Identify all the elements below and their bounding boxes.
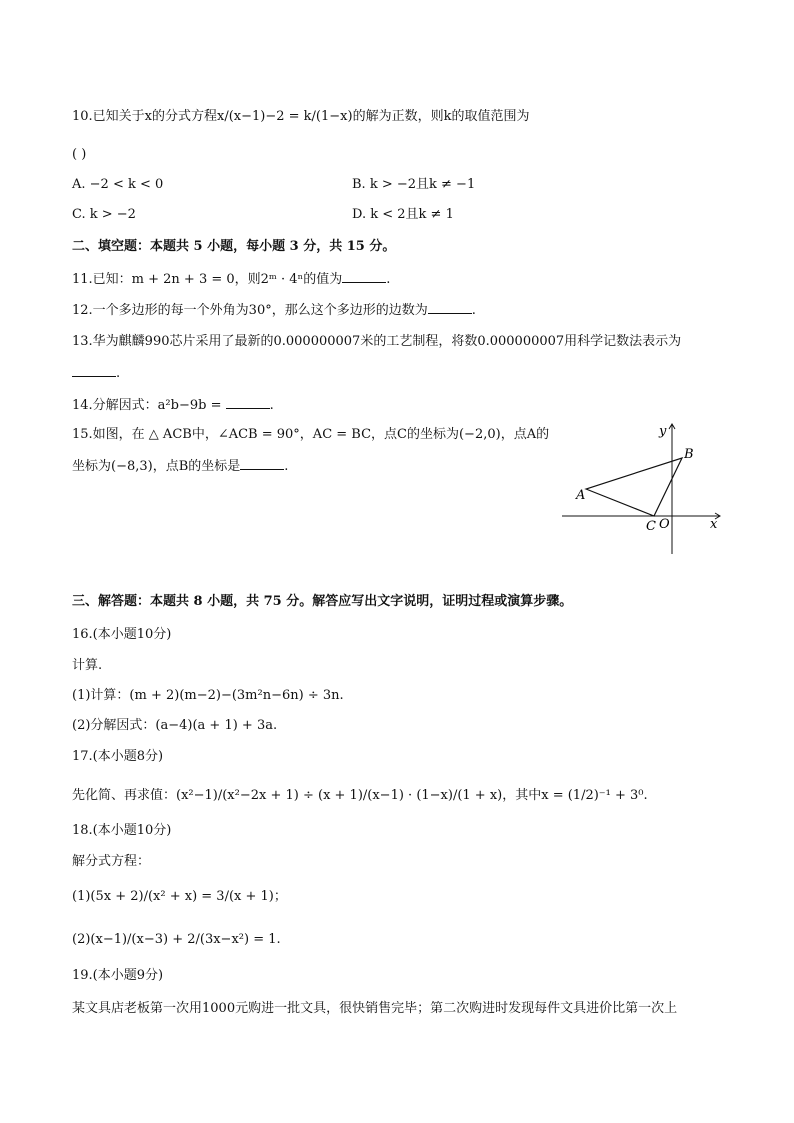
x-label: x [710, 517, 718, 532]
q18-title: 18.(本小题10分) [72, 823, 172, 838]
section2-heading: 二、填空题：本题共 5 小题，每小题 3 分，共 15 分。 [72, 239, 396, 254]
q15-text: 坐标为(−8,3)，点B的坐标是 [72, 459, 241, 474]
q12-text: 12.一个多边形的每一个外角为30°，那么这个多边形的边数为 [72, 303, 428, 318]
q13-line2 [72, 364, 120, 383]
q19-text: 某文具店老板第一次用1000元购进一批文具，很快销售完毕；第二次购进时发现每件文具进价比第一次上 [72, 1001, 678, 1016]
q14-suffix: . [269, 398, 274, 413]
q16-title: 16.(本小题10分) [72, 627, 172, 642]
triangle-acb [586, 458, 682, 516]
q14 [72, 396, 274, 415]
q18-part1: (1)(5x + 2)/(x² + x) = 3/(x + 1)； [72, 889, 287, 904]
q12-suffix: . [471, 303, 476, 318]
q13-suffix: . [116, 366, 121, 381]
q17-text: 先化简、再求值：(x²−1)/(x²−2x + 1) ÷ (x + 1)/(x−1) · (1−x)/(1 + x)，其中x = (1/2)⁻¹ + 3⁰. [72, 788, 648, 803]
answer-blank [342, 270, 386, 283]
q10-option-d: D. k < 2且k ≠ 1 [352, 207, 454, 222]
answer-blank [240, 457, 284, 470]
q16-part1: (1)计算：(m + 2)(m−2)−(3m²n−6n) ÷ 3n. [72, 688, 344, 703]
q16-intro: 计算. [72, 658, 103, 673]
section3-heading: 三、解答题：本题共 8 小题，共 75 分。解答应写出文字说明，证明过程或演算步骤。 [72, 594, 573, 609]
q16-part2: (2)分解因式：(a−4)(a + 1) + 3a. [72, 718, 278, 733]
y-label: y [659, 424, 667, 439]
q10-text: 10.已知关于x的分式方程x/(x−1)−2 = k/(1−x)的解为正数，则k的取值范围为 [72, 109, 530, 124]
q18-intro: 解分式方程： [72, 854, 151, 869]
q10-option-c: C. k > −2 [72, 207, 136, 222]
q15-suffix: . [284, 459, 289, 474]
q15-line2 [72, 457, 288, 476]
label-b: B [684, 447, 694, 462]
answer-blank [226, 396, 270, 409]
label-o: O [659, 517, 670, 532]
q15-figure [560, 420, 740, 560]
q19-title: 19.(本小题9分) [72, 968, 164, 983]
answer-blank [428, 301, 472, 314]
q10-paren: ( ) [72, 147, 87, 162]
q17-title: 17.(本小题8分) [72, 749, 164, 764]
answer-blank [72, 364, 116, 377]
q12 [72, 301, 476, 320]
q11 [72, 270, 390, 289]
q15-line1: 15.如图，在 △ ACB中，∠ACB = 90°，AC = BC，点C的坐标为(−2,0)，点A的 [72, 427, 550, 442]
q18-part2: (2)(x−1)/(x−3) + 2/(3x−x²) = 1. [72, 932, 281, 947]
q10-option-a: A. −2 < k < 0 [72, 177, 164, 192]
q13-line1: 13.华为麒麟990芯片采用了最新的0.000000007米的工艺制程，将数0.000000007用科学记数法表示为 [72, 334, 682, 349]
label-a: A [576, 488, 586, 503]
q10-option-b: B. k > −2且k ≠ −1 [352, 177, 476, 192]
q11-text: 11.已知：m + 2n + 3 = 0，则2ᵐ · 4ⁿ的值为 [72, 272, 343, 287]
q11-suffix: . [386, 272, 391, 287]
label-c: C [646, 519, 656, 534]
q14-text: 14.分解因式：a²b−9b = [72, 398, 222, 413]
